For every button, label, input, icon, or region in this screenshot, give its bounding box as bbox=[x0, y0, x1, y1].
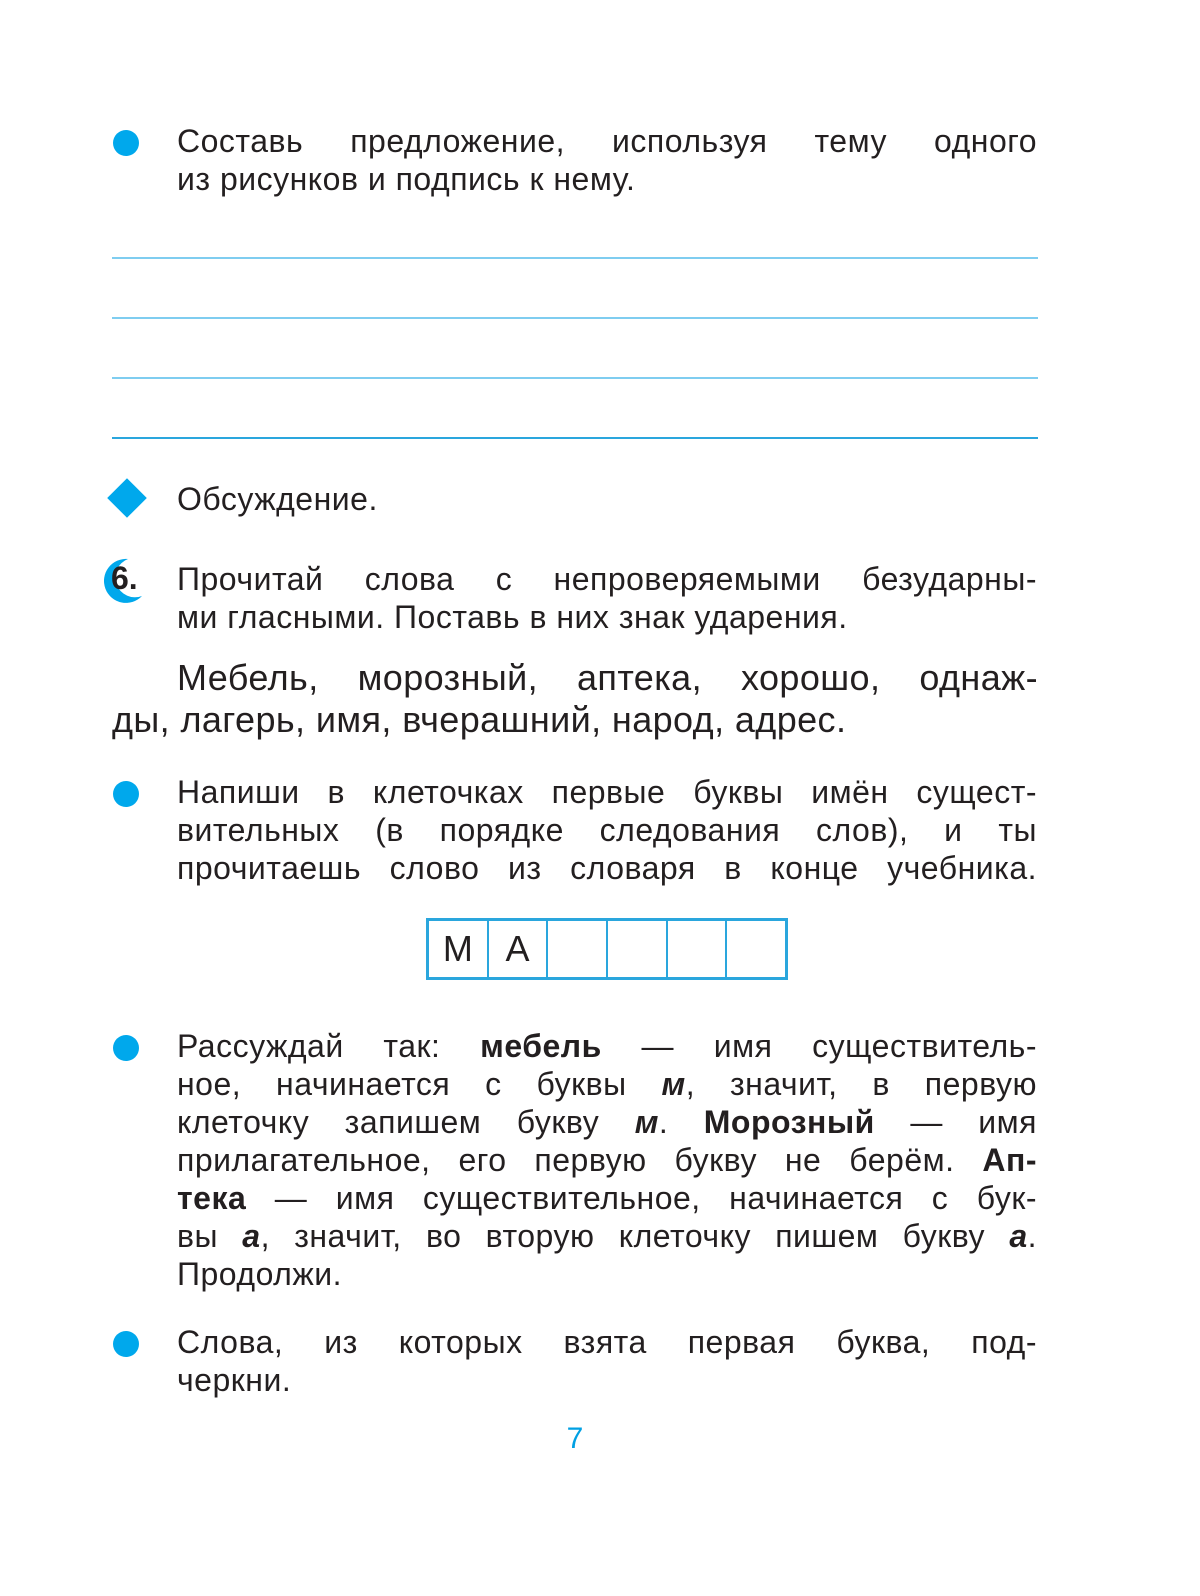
bullet-icon bbox=[113, 781, 139, 807]
exercise-instructions: Прочитай слова с непроверяемыми безударны- ми гласными. Поставь в них знак ударения. bbox=[177, 561, 1037, 635]
letter-cell[interactable]: А bbox=[489, 921, 549, 977]
reasoning-paragraph: Рассуждай так: мебель — имя существитель- ное, начинается с буквы м, значит, в первую клеточку запишем букву м. Морозный — имя прилагательное, его первую букву не берём. Ап- тека — имя существительное, начинается с бук- вы а, значит, во вторую клеточку пишем букву а. Продолжи. bbox=[177, 1028, 1038, 1292]
letter-cell[interactable] bbox=[668, 921, 728, 977]
letter-cell[interactable] bbox=[727, 921, 785, 977]
bullet-icon bbox=[113, 1035, 139, 1061]
diamond-icon bbox=[107, 478, 147, 518]
page-number: 7 bbox=[566, 1422, 584, 1455]
exercise-number-badge bbox=[98, 556, 146, 604]
writing-line[interactable] bbox=[112, 257, 1038, 259]
word-list: Мебель, морозный, аптека, хорошо, однаж- ды, лагерь, имя, вчерашний, народ, адрес. bbox=[112, 657, 1038, 740]
letter-cell[interactable] bbox=[608, 921, 668, 977]
letter-grid bbox=[426, 918, 788, 980]
bullet-icon bbox=[113, 1331, 139, 1357]
task-write-cells: Напиши в клеточках первые буквы имён сущест- вительных (в порядке следования слов), и ты прочитаешь слово из словаря в конце учебника. bbox=[177, 774, 1037, 886]
writing-line[interactable] bbox=[112, 317, 1038, 319]
letter-cell[interactable]: М bbox=[429, 921, 489, 977]
letter-cell[interactable] bbox=[548, 921, 608, 977]
writing-line[interactable] bbox=[112, 437, 1038, 439]
task-compose-sentence: Составь предложение, используя тему одного из рисунков и подпись к нему. bbox=[177, 123, 1037, 197]
bullet-icon bbox=[113, 130, 139, 156]
discussion-label: Обсуждение. bbox=[177, 481, 378, 517]
exercise-number: 6. bbox=[111, 560, 138, 596]
task-underline: Слова, из которых взята первая буква, под- черкни. bbox=[177, 1324, 1037, 1398]
writing-line[interactable] bbox=[112, 377, 1038, 379]
